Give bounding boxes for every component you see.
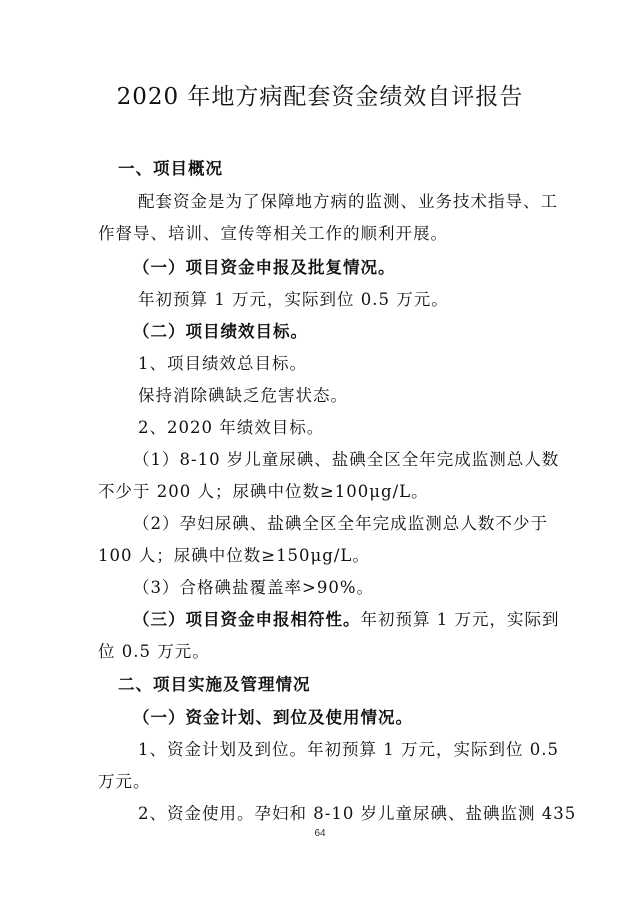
paragraph-line: 万元。 <box>98 772 151 791</box>
paragraph-line: （2）孕妇尿碘、盐碘全区全年完成监测总人数不少于 <box>133 514 548 533</box>
inline-text: 年初预算 1 万元，实际到 <box>360 610 560 629</box>
paragraph-line: 1、项目绩效总目标。 <box>138 354 307 373</box>
paragraph-line <box>133 606 583 630</box>
paragraph-line: 作督导、培训、宣传等相关工作的顺利开展。 <box>98 224 448 243</box>
paragraph-line: 配套资金是为了保障地方病的监测、业务技术指导、工 <box>138 192 558 211</box>
paragraph-line: 不少于 200 人；尿碘中位数≥100μg/L。 <box>98 482 429 501</box>
document-title: 2020 年地方病配套资金绩效自评报告 <box>116 84 524 110</box>
page-number: 64 <box>314 828 326 839</box>
subsection-heading: （一）资金计划、到位及使用情况。 <box>133 708 413 727</box>
paragraph-line: 年初预算 1 万元，实际到位 0.5 万元。 <box>138 290 449 309</box>
paragraph-line: 1、资金计划及到位。年初预算 1 万元，实际到位 0.5 <box>138 740 559 759</box>
paragraph-line: （1）8-10 岁儿童尿碘、盐碘全区全年完成监测总人数 <box>133 450 560 469</box>
paragraph-line: 位 0.5 万元。 <box>98 642 210 661</box>
paragraph-line: 2、资金使用。孕妇和 8-10 岁儿童尿碘、盐碘监测 435 <box>138 804 577 823</box>
paragraph-line: 100 人；尿碘中位数≥150μg/L。 <box>98 546 370 565</box>
paragraph-line: 保持消除碘缺乏危害状态。 <box>138 386 348 405</box>
subsection-heading: （二）项目绩效目标。 <box>133 322 308 341</box>
paragraph-line: 2、2020 年绩效目标。 <box>138 418 325 437</box>
subsection-heading: （一）项目资金申报及批复情况。 <box>133 258 396 277</box>
subsection-heading: （三）项目资金申报相符性。 <box>133 610 361 629</box>
paragraph-line: （3）合格碘盐覆盖率>90%。 <box>133 578 374 597</box>
section-heading-overview: 一、项目概况 <box>118 159 223 178</box>
section-heading-implementation: 二、项目实施及管理情况 <box>118 675 311 694</box>
